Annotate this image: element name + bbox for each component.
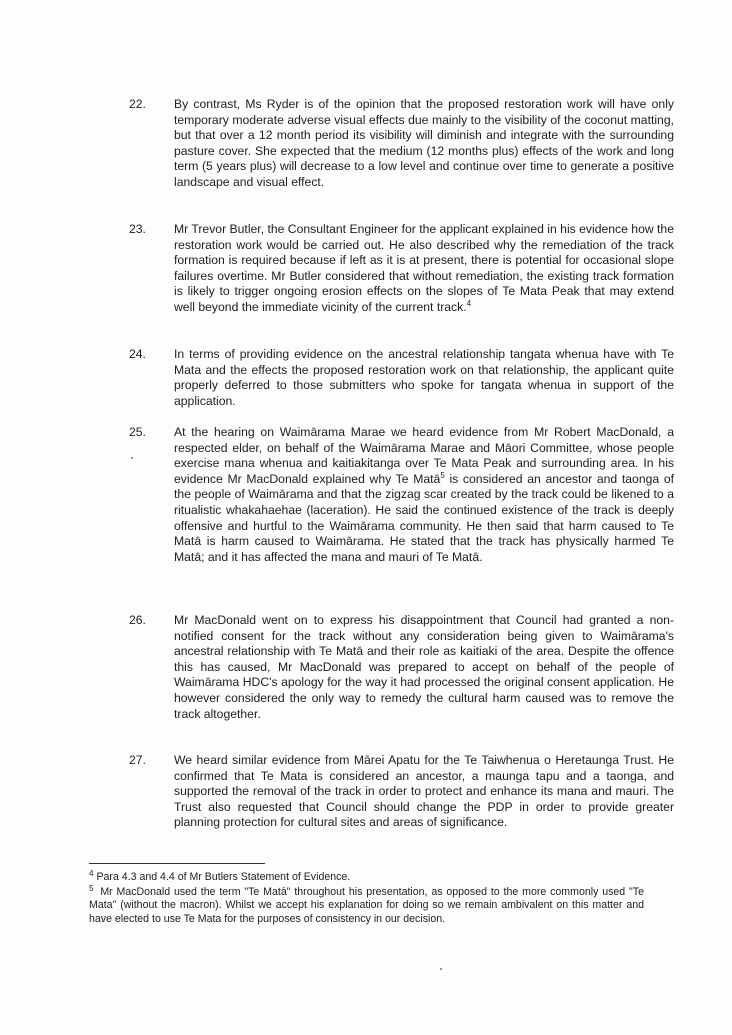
footnote-text: Mr MacDonald used the term "Te Matā" throughout his presentation, as opposed to the more commonly used "Te Mata" (without the macron). Whilst we accept his explanation for doing so we remain ambivalent on this matter and have elected to use Te Mata for the purposes of consistency in our decision. [89, 886, 644, 925]
paragraph-number: 25. [129, 425, 146, 439]
footnote-5 [89, 886, 644, 926]
paragraph-22 [129, 97, 674, 191]
footnote-text: Para 4.3 and 4.4 of Mr Butlers Statement of Evidence. [96, 871, 351, 883]
paragraph-number: 26. [129, 613, 146, 627]
footnote-ref: 4 [466, 298, 472, 308]
paragraph-25 [129, 425, 674, 565]
paragraph-number: 22. [129, 97, 146, 111]
paragraph-number: 23. [129, 222, 146, 236]
paragraph-24 [129, 347, 674, 409]
paragraph-23 [129, 222, 674, 316]
paragraph-26 [129, 613, 674, 722]
footnote-number: 5 [89, 884, 94, 893]
paragraph-number: 24. [129, 347, 146, 361]
paragraph-text: In terms of providing evidence on the ancestral relationship tangata whenua have with Te Mata and the effects the proposed restoration work on that relationship, the applicant quite properly deferred to those submitters who spoke for tangata whenua in support of the application. [174, 347, 674, 408]
paragraph-text: By contrast, Ms Ryder is of the opinion that the proposed restoration work will have only temporary moderate adverse visual effects due mainly to the visibility of the coconut matting, but that over a 12 month period its visibility will diminish and integrate with the surrounding pasture cover. She expected that the medium (12 months plus) effects of the work and long term (5 years plus) will decrease to a low level and continue over time to generate a positive landscape and visual effect. [174, 97, 674, 189]
footnote-divider [89, 863, 265, 864]
paragraph-number: 27. [129, 753, 146, 767]
scan-speck [131, 457, 133, 459]
footnote-4 [89, 871, 644, 884]
footnote-ref: 5 [440, 470, 445, 480]
scan-speck [440, 968, 442, 970]
paragraph-text: Mr Trevor Butler, the Consultant Engineer for the applicant explained in his evidence how the restoration work would be carried out. He also described why the remediation of the track formation is required because if left as it is at present, there is potential for occasional slope failures overtime. Mr Butler considered that without remediation, the existing track formation is likely to trigger ongoing erosion effects on the slopes of Te Mata Peak that may extend well beyond the immediate vicinity of the current track.$^4$ [174, 222, 674, 314]
paragraph-text: We heard similar evidence from Mārei Apatu for the Te Taiwhenua o Heretaunga Trust. He confirmed that Te Mata is considered an ancestor, a maunga tapu and a taonga, and supported the removal of the track in order to protect and enhance its mana and mauri. The Trust also requested that Council should change the PDP in order to provide greater planning protection for cultural sites and areas of significance. [174, 753, 674, 830]
paragraph-27 [129, 753, 674, 831]
footnote-number: 4 [89, 869, 94, 878]
paragraph-text: Mr MacDonald went on to express his disappointment that Council had granted a non-notified consent for the track without any consideration being given to Waimārama's ancestral relationship with Te Matā and their role as kaitiaki of the area. Despite the offence this has caused, Mr MacDonald was prepared to accept on behalf of the people of Waimārama HDC's apology for the way it had processed the original consent application. He however considered the only way to remedy the cultural harm caused was to remove the track altogether. [174, 613, 674, 721]
paragraph-text: At the hearing on Waimārama Marae we heard evidence from Mr Robert MacDonald, a respected elder, on behalf of the Waimārama Marae and Māori Committee, whose people exercise mana whenua and kaitiakitanga over Te Mata Peak and surrounding area. In his evidence Mr MacDonald explained why Te Matā$^5$ is considered an ancestor and taonga of the people of Waimārama and that the zigzag scar created by the track could be likened to a ritualistic whakahaehae (laceration). He said the continued existence of the track is deeply offensive and hurtful to the Waimārama community. He then said that harm caused to Te Matā is harm caused to Waimārama. He stated that the track has physically harmed Te Matā; and it has affected the mana and mauri of Te Matā. [174, 425, 675, 564]
